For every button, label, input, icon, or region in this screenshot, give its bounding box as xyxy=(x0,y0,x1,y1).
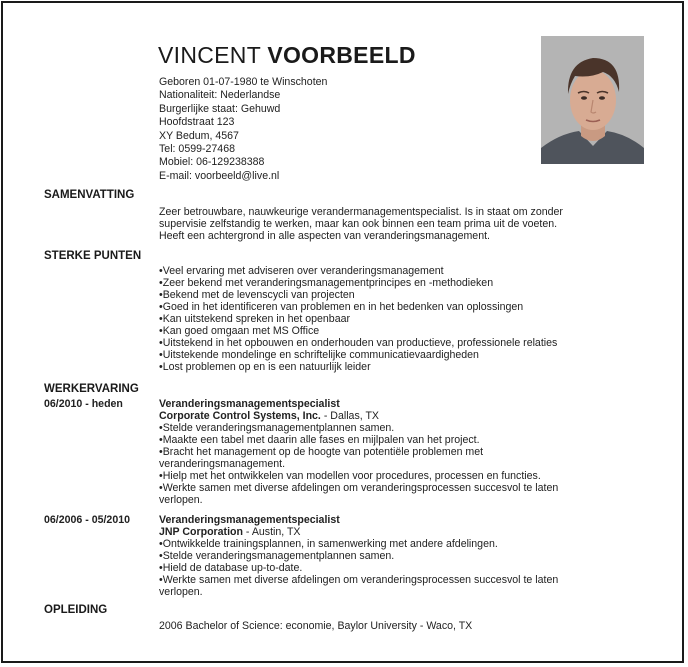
phone-line: Tel: 0599-27468 xyxy=(159,143,235,156)
section-heading-summary: SAMENVATTING xyxy=(44,189,135,201)
job-dates: 06/2010 - heden xyxy=(44,398,123,410)
company-location: - Austin, TX xyxy=(242,526,301,538)
company-name: JNP Corporation xyxy=(159,526,243,538)
job-duty: • Stelde veranderingsmanagementplannen samen. xyxy=(159,550,629,562)
job-duty: • Hielp met het ontwikkelen van modellen voor procedures, processen en functies. xyxy=(159,470,629,482)
job-company-line xyxy=(159,526,629,538)
mobile-line: Mobiel: 06-129238388 xyxy=(159,156,265,169)
job-duty: • Werkte samen met diverse afdelingen om veranderingsprocessen succesvol te laten xyxy=(159,482,629,494)
birth-line: Geboren 01-07-1980 te Winschoten xyxy=(159,76,328,88)
job-duty: • Hield de database up-to-date. xyxy=(159,562,629,574)
contact-details xyxy=(159,76,327,183)
street-line: Hoofdstraat 123 xyxy=(159,116,235,129)
marital-status-line: Burgerlijke staat: Gehuwd xyxy=(159,102,281,115)
job-duty: • Stelde veranderingsmanagementplannen samen. xyxy=(159,422,629,434)
strength-item: • Lost problemen op en is een natuurlijk leider xyxy=(159,361,629,373)
education-entry xyxy=(159,620,629,632)
candidate-name xyxy=(158,42,416,69)
job-duty-continuation: veranderingsmanagement. xyxy=(159,458,286,470)
summary-text xyxy=(159,206,629,242)
job-duty: • Maakte een tabel met daarin alle fases en mijlpalen van het project. xyxy=(159,434,629,446)
job-entry xyxy=(159,514,629,598)
job-duty-continuation: verlopen. xyxy=(159,586,203,598)
strength-item: • Goed in het identificeren van problemen en in het bedenken van oplossingen xyxy=(159,301,629,313)
job-title: Veranderingsmanagementspecialist xyxy=(159,398,340,410)
summary-line: supervisie zelfstandig te werken, maar kan ook binnen een team prima uit de voeten. xyxy=(159,218,558,230)
email-line: E-mail: voorbeeld@live.nl xyxy=(159,169,280,182)
summary-line: Heeft een achtergrond in alle aspecten van veranderingsmanagement. xyxy=(159,230,490,242)
last-name: VOORBEELD xyxy=(267,42,416,68)
job-entry xyxy=(159,398,629,506)
first-name: VINCENT xyxy=(158,42,261,68)
section-heading-strengths: STERKE PUNTEN xyxy=(44,250,142,262)
job-duty-continuation: verlopen. xyxy=(159,494,203,506)
strengths-list xyxy=(159,265,629,373)
portrait-illustration xyxy=(541,36,644,164)
strength-item: • Bekend met de levenscycli van projecten xyxy=(159,289,629,301)
strength-item: • Kan goed omgaan met MS Office xyxy=(159,325,629,337)
job-title: Veranderingsmanagementspecialist xyxy=(159,514,340,526)
strength-item: • Uitstekende mondelinge en schriftelijke communicatievaardigheden xyxy=(159,349,629,361)
job-duty: • Ontwikkelde trainingsplannen, in samenwerking met andere afdelingen. xyxy=(159,538,629,550)
strength-item: • Zeer bekend met veranderingsmanagementprincipes en -methodieken xyxy=(159,277,629,289)
city-line: XY Bedum, 4567 xyxy=(159,129,239,142)
strength-item: • Uitstekend in het opbouwen en onderhouden van productieve, professionele relaties xyxy=(159,337,629,349)
profile-photo xyxy=(541,36,644,164)
company-name: Corporate Control Systems, Inc. xyxy=(159,410,321,422)
job-duty: • Werkte samen met diverse afdelingen om veranderingsprocessen succesvol te laten xyxy=(159,574,629,586)
section-heading-education: OPLEIDING xyxy=(44,604,108,616)
job-dates: 06/2006 - 05/2010 xyxy=(44,514,131,526)
section-heading-experience: WERKERVARING xyxy=(44,383,139,395)
summary-line: Zeer betrouwbare, nauwkeurige verandermanagementspecialist. Is in staat om zonder xyxy=(159,206,563,218)
company-location: - Dallas, TX xyxy=(320,410,379,422)
strength-item: • Kan uitstekend spreken in het openbaar xyxy=(159,313,629,325)
job-company-line xyxy=(159,410,629,422)
job-duty: • Bracht het management op de hoogte van potentiële problemen met xyxy=(159,446,629,458)
nationality-line: Nationaliteit: Nederlandse xyxy=(159,89,281,102)
strength-item: • Veel ervaring met adviseren over veranderingsmanagement xyxy=(159,265,629,277)
education-line: 2006 Bachelor of Science: economie, Baylor University - Waco, TX xyxy=(159,620,473,632)
